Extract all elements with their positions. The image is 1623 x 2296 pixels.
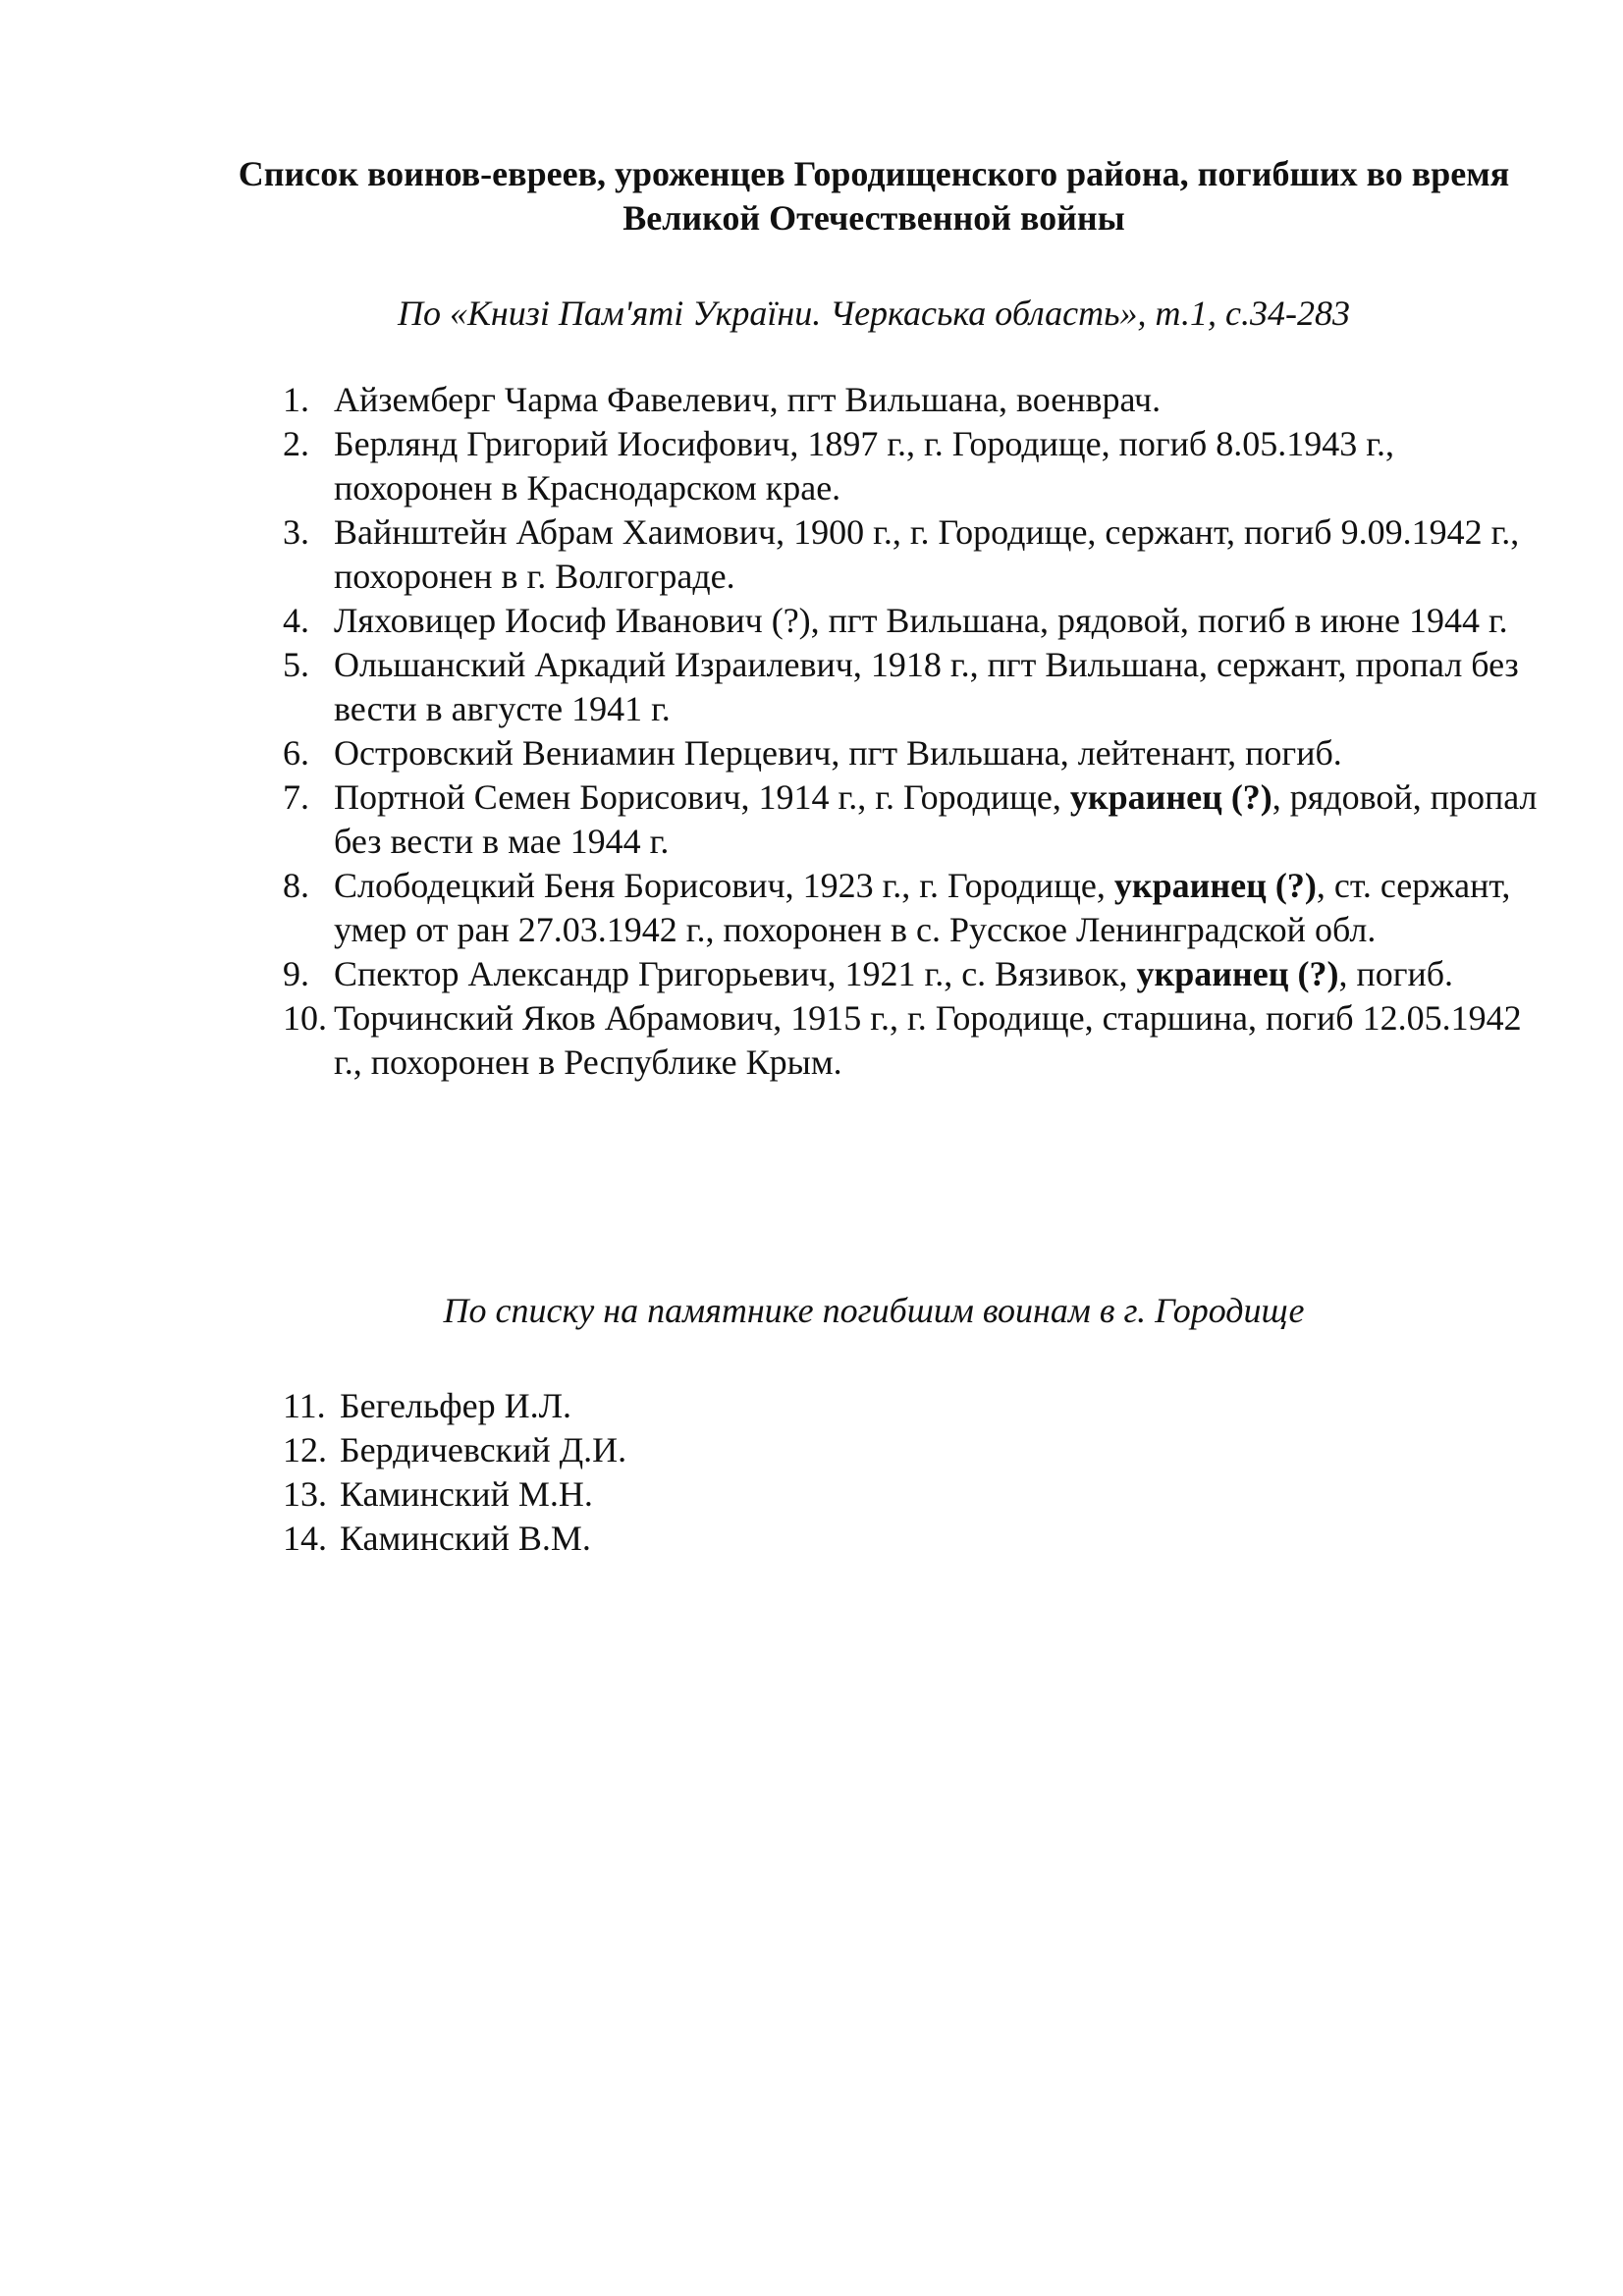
item-number: 7. bbox=[283, 777, 309, 817]
item-text: Вайнштейн Абрам Хаимович, 1900 г., г. Городище, сержант, погиб 9.09.1942 г., похоронен в г. Волгограде. bbox=[334, 512, 1520, 596]
item-text-before: Слободецкий Беня Борисович, 1923 г., г. Городище, bbox=[334, 866, 1114, 905]
list-item bbox=[283, 643, 1549, 731]
list-item bbox=[283, 952, 1549, 996]
item-text: Ляховицер Иосиф Иванович (?), пгт Вильшана, рядовой, погиб в июне 1944 г. bbox=[334, 601, 1508, 640]
item-text: Торчинский Яков Абрамович, 1915 г., г. Городище, старшина, погиб 12.05.1942 г., похоронен в Республике Крым. bbox=[334, 998, 1522, 1082]
item-text: Бегельфер И.Л. bbox=[340, 1386, 572, 1425]
list-item bbox=[283, 510, 1549, 599]
list-item bbox=[283, 599, 1549, 643]
section-2-list bbox=[283, 1384, 1549, 1561]
item-number: 3. bbox=[283, 512, 309, 552]
section-1-heading: По «Книзі Пам'яті України. Черкаська область», т.1, с.34-283 bbox=[398, 294, 1350, 333]
item-text-after: , погиб. bbox=[1338, 954, 1454, 993]
list-item bbox=[283, 1384, 1549, 1428]
list-item bbox=[283, 775, 1549, 864]
list-item bbox=[283, 731, 1549, 775]
list-item bbox=[283, 996, 1549, 1085]
item-text-after: , рядовой, пропал без вести в мае 1944 г. bbox=[334, 777, 1538, 861]
item-number: 10. bbox=[283, 998, 327, 1038]
item-text: Каминский В.М. bbox=[340, 1519, 591, 1558]
item-number: 2. bbox=[283, 424, 309, 463]
item-number: 6. bbox=[283, 733, 309, 773]
list-item bbox=[283, 422, 1549, 510]
item-text: Ольшанский Аркадий Израилевич, 1918 г., пгт Вильшана, сержант, пропал без вести в августе 1941 г. bbox=[334, 645, 1519, 728]
item-text: Бердичевский Д.И. bbox=[340, 1430, 627, 1469]
item-note-bold: украинец (?) bbox=[1069, 777, 1272, 817]
item-number: 8. bbox=[283, 866, 309, 905]
document-title: Список воинов-евреев, уроженцев Городищенского района, погибших во время Великой Отечественной войны bbox=[238, 154, 1510, 238]
item-text-before: Портной Семен Борисович, 1914 г., г. Городище, bbox=[334, 777, 1070, 817]
list-item bbox=[283, 864, 1549, 952]
item-number: 5. bbox=[283, 645, 309, 684]
item-text: Островский Вениамин Перцевич, пгт Вильшана, лейтенант, погиб. bbox=[334, 733, 1342, 773]
list-item bbox=[283, 378, 1549, 422]
item-number: 14. bbox=[283, 1519, 327, 1558]
item-number: 4. bbox=[283, 601, 309, 640]
item-number: 13. bbox=[283, 1474, 327, 1514]
item-text-before: Спектор Александр Григорьевич, 1921 г., с. Вязивок, bbox=[334, 954, 1137, 993]
item-text: Айземберг Чарма Фавелевич, пгт Вильшана, военврач. bbox=[334, 380, 1162, 419]
list-item bbox=[283, 1517, 1549, 1561]
item-number: 1. bbox=[283, 380, 309, 419]
item-note-bold: украинец (?) bbox=[1136, 954, 1339, 993]
item-text: Берлянд Григорий Иосифович, 1897 г., г. Городище, погиб 8.05.1943 г., похоронен в Краснодарском крае. bbox=[334, 424, 1394, 507]
item-number: 9. bbox=[283, 954, 309, 993]
list-item bbox=[283, 1472, 1549, 1517]
item-number: 11. bbox=[283, 1386, 326, 1425]
section-2-heading: По списку на памятнике погибшим воинам в г. Городище bbox=[443, 1291, 1305, 1330]
list-item bbox=[283, 1428, 1549, 1472]
item-text: Каминский М.Н. bbox=[340, 1474, 593, 1514]
item-number: 12. bbox=[283, 1430, 327, 1469]
section-1-list bbox=[283, 378, 1549, 1085]
item-note-bold: украинец (?) bbox=[1113, 866, 1317, 905]
item-text-after: , ст. сержант, умер от ран 27.03.1942 г., похоронен в с. Русское Ленинградской обл. bbox=[334, 866, 1511, 949]
